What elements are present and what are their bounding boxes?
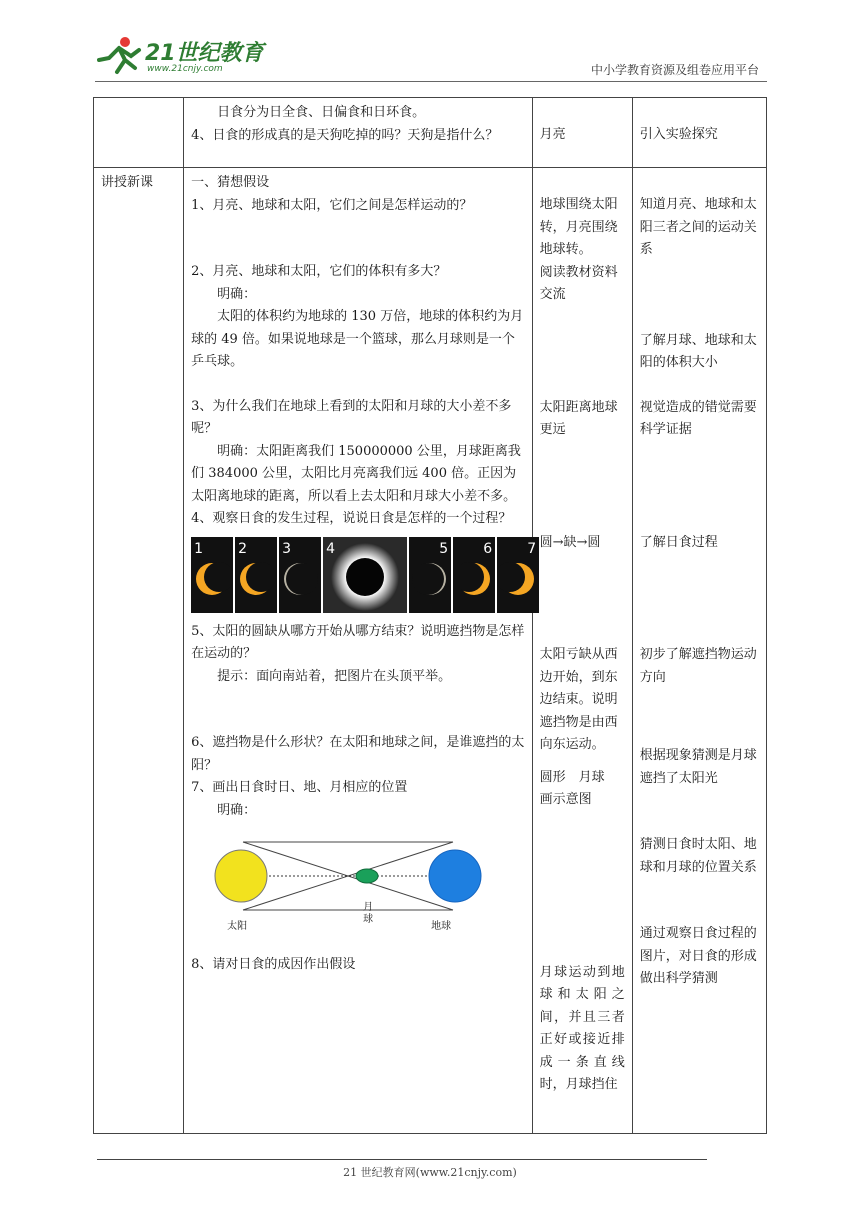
question-4: 4、日食的形成真的是天狗吃掉的吗？天狗是指什么？ bbox=[191, 127, 499, 143]
design-intent: 通过观察日食过程的图片，对日食的形成做出科学猜测 bbox=[639, 926, 757, 986]
cell-content bbox=[184, 168, 537, 1134]
moon-label: 月球 bbox=[363, 902, 374, 925]
student-answer: 画示意图 bbox=[539, 792, 592, 807]
table-row bbox=[94, 168, 767, 1134]
cell-content bbox=[184, 98, 533, 168]
table-row bbox=[94, 98, 767, 168]
eclipse-frame: 7 bbox=[497, 537, 539, 613]
question-7: 7、画出日食时日、地、月相应的位置 bbox=[191, 780, 408, 795]
cell-stage bbox=[94, 98, 184, 168]
student-answer: 太阳距离地球更远 bbox=[539, 399, 618, 437]
cell-student bbox=[532, 98, 632, 168]
sun-label: 太阳 bbox=[227, 921, 248, 932]
design-intent: 了解日食过程 bbox=[639, 534, 718, 550]
student-answer: 太阳亏缺从西边开始，到东边结束。说明遮挡物是由西向东运动。 bbox=[539, 647, 618, 752]
design-intent: 根据现象猜测是月球遮挡了太阳光 bbox=[639, 748, 757, 786]
header-divider bbox=[95, 81, 767, 82]
design-intent: 了解月球、地球和太阳的体积大小 bbox=[639, 332, 757, 370]
question-8: 8、请对日食的成因作出假设 bbox=[191, 957, 356, 972]
design-intent: 视觉造成的错觉需要科学证据 bbox=[639, 399, 757, 437]
cell-intent bbox=[632, 168, 766, 1134]
clarify-answer: 明确：太阳距离我们 150000000 公里，月球距离我们 384000 公里，太阳比月亮离我们远 400 倍。正因为太阳离地球的距离，所以看上去太阳和月球大小差不多。 bbox=[191, 443, 521, 504]
student-answer: 月亮 bbox=[539, 127, 566, 142]
design-intent: 初步了解遮挡物运动方向 bbox=[639, 647, 757, 685]
logo-url[interactable]: www.21cnjy.com bbox=[147, 64, 223, 74]
logo-text: 21世纪教育 bbox=[145, 41, 264, 66]
eclipse-frame: 5 bbox=[409, 537, 451, 613]
cell-student bbox=[532, 168, 632, 1134]
runner-logo-icon bbox=[95, 36, 143, 76]
student-answer: 地球围绕太阳转，月亮围绕地球转。 bbox=[539, 197, 618, 257]
hint-text: 提示：面向南站着，把图片在头顶平举。 bbox=[217, 668, 452, 684]
eclipse-frame: 4 bbox=[323, 537, 407, 613]
design-intent: 猜测日食时太阳、地球和月球的位置关系 bbox=[639, 837, 757, 875]
question-4: 4、观察日食的发生过程，说说日食是怎样的一个过程？ bbox=[191, 511, 512, 526]
eclipse-frame: 2 bbox=[235, 537, 277, 613]
eclipse-sequence-image bbox=[191, 537, 537, 613]
design-intent: 引入实验探究 bbox=[639, 127, 718, 142]
stage-label: 讲授新课 bbox=[101, 175, 154, 190]
platform-label: 中小学教育资源及组卷应用平台 bbox=[590, 63, 759, 77]
question-5: 5、太阳的圆缺从哪方开始从哪方结束？说明遮挡物是怎样在运动的？ bbox=[191, 623, 525, 661]
clarify-answer: 太阳的体积约为地球的 130 万倍，地球的体积约为月球的 49 倍。如果说地球是一个篮球，那么月球则是一个乒乓球。 bbox=[191, 309, 524, 369]
eclipse-frame: 6 bbox=[453, 537, 495, 613]
sun-moon-earth-diagram bbox=[213, 840, 483, 930]
student-answer: 月球运动到地球和太阳之间，并且三者正好或接近排成一条直线时，月球挡住 bbox=[539, 964, 625, 1092]
footer-divider bbox=[97, 1159, 707, 1160]
eclipse-frame: 3 bbox=[279, 537, 321, 613]
clarify-label: 明确： bbox=[217, 802, 257, 818]
page-footer[interactable]: 21 世纪教育网(www.21cnjy.com) bbox=[343, 1166, 517, 1179]
eclipse-frame: 1 bbox=[191, 537, 233, 613]
question-2: 2、月亮、地球和太阳，它们的体积有多大？ bbox=[191, 264, 447, 279]
cell-intent bbox=[632, 98, 766, 168]
question-6: 6、遮挡物是什么形状？在太阳和地球之间，是谁遮挡的太阳？ bbox=[191, 735, 525, 773]
lesson-table bbox=[93, 97, 767, 1134]
earth-label: 地球 bbox=[431, 921, 452, 932]
text-line: 日食分为日全食、日偏食和日环食。 bbox=[217, 105, 426, 120]
question-1: 1、月亮、地球和太阳，它们之间是怎样运动的？ bbox=[191, 197, 473, 213]
cell-stage bbox=[94, 168, 184, 1134]
student-answer: 阅读教材资料交流 bbox=[539, 264, 618, 302]
design-intent: 知道月亮、地球和太阳三者之间的运动关系 bbox=[639, 197, 757, 257]
student-answer: 圆→缺→圆 bbox=[539, 534, 601, 550]
section-heading: 一、猜想假设 bbox=[191, 175, 270, 190]
clarify-label: 明确： bbox=[217, 286, 257, 302]
page-header bbox=[95, 30, 767, 82]
student-answer: 圆形 月球 bbox=[539, 769, 605, 785]
question-3: 3、为什么我们在地球上看到的太阳和月球的大小差不多呢？ bbox=[191, 398, 512, 436]
